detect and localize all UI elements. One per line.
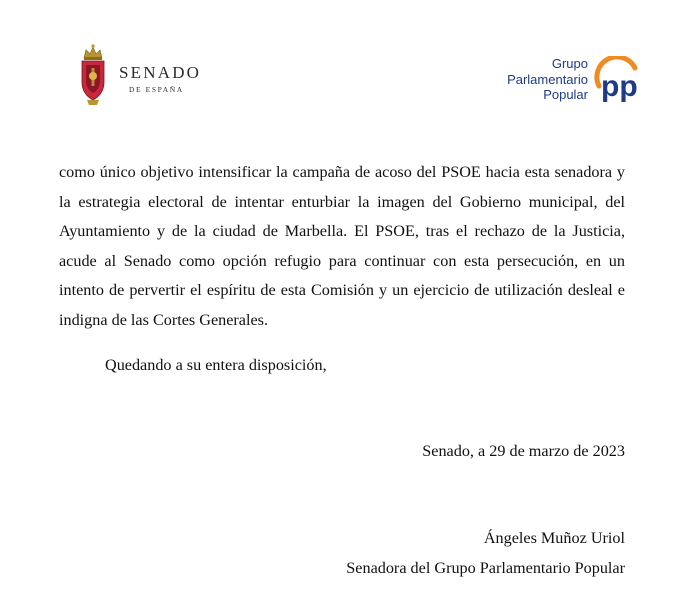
party-logo-text [507,56,588,103]
pp-mark-text: pp [601,70,638,103]
letter-date: Senado, a 29 de marzo de 2023 [422,442,625,460]
senado-subtitle: DE ESPAÑA [129,85,184,94]
senado-name: SENADO [119,63,202,82]
party-logo-line1: Grupo [551,56,588,71]
party-logo [486,52,648,106]
signer-name: Ángeles Muñoz Uriol [483,529,625,547]
signer-title: Senadora del Grupo Parlamentario Popular [346,559,625,577]
senado-seal-icon [78,42,108,106]
party-logo-line2: Parlamentario [507,71,588,87]
pp-mark-icon [589,56,647,104]
letter-body-paragraph: como único objetivo intensificar la campaña de acoso del PSOE hacia esta senadora y la estrategia electoral de intentar enturbiar la imagen del Gobierno municipal, del Ayuntamiento y de la ciudad de Marbella. El PSOE, tras el rechazo de la Justicia, acude al Senado como opción refugio para continuar con esta persecución, en un intento de pervertir el espíritu de esta Comisión y un ejercicio de utilización desleal e indigna de las Cortes Generales. [59,163,625,329]
letter-closing: Quedando a su entera disposición, [105,356,327,374]
party-logo-line3: Popular [543,87,588,102]
senado-logo [78,42,208,108]
